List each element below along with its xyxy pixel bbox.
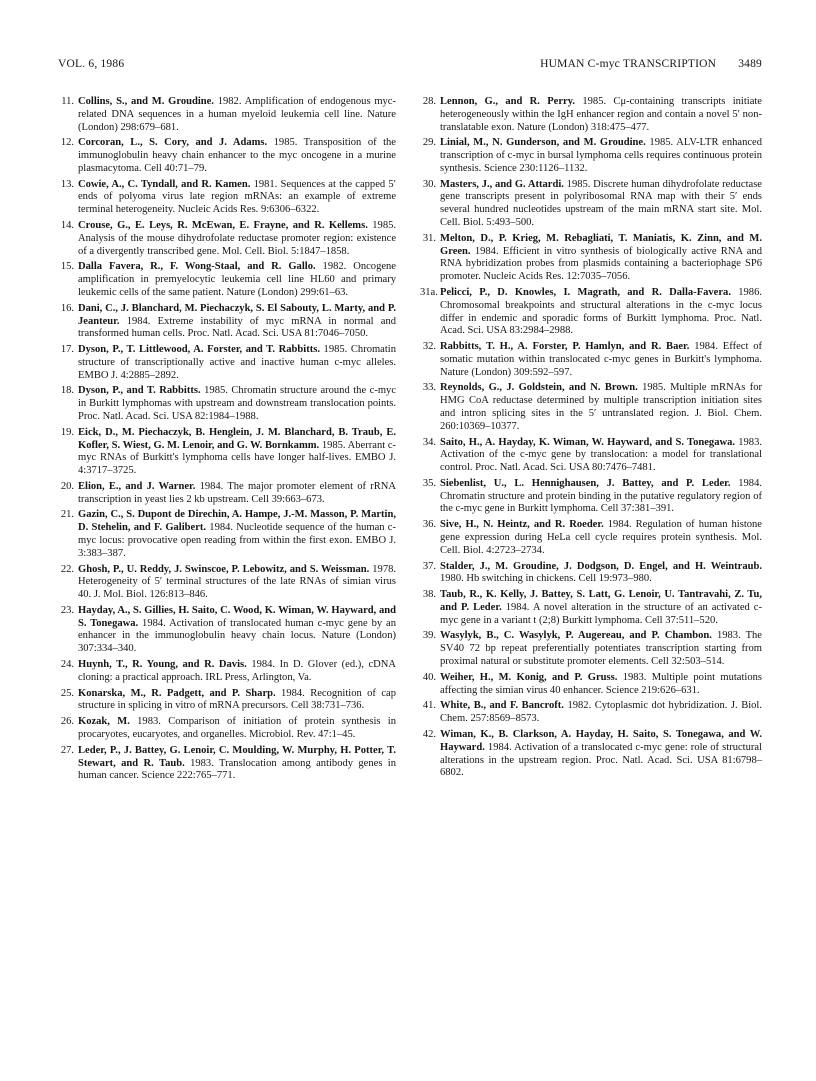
reference-entry xyxy=(58,716,396,742)
reference-number: 24. xyxy=(60,659,74,671)
reference-citation: 1985. Cμ-containing transcripts initiate heterogeneously within the IgH enhancer region and contain a novel 5′ non-translatable exon. Nature (London) 318:475–477. xyxy=(440,96,762,133)
reference-citation: 1984. Effect of somatic mutation within translocated c-myc genes in Burkitt's lymphoma. Nature (London) 309:592–597. xyxy=(440,341,762,378)
reference-entry xyxy=(58,179,396,217)
reference-authors: Stalder, J., M. Groudine, J. Dodgson, D. Engel, and H. Weintraub. xyxy=(440,560,762,572)
reference-citation: 1984. Efficient in vitro synthesis of biologically active RNA and RNA hybridization probes from plasmids containing a bacteriophage SP6 promoter. Nucleic Acids Res. 12:7035–7056. xyxy=(440,245,762,283)
reference-entry xyxy=(420,382,762,433)
reference-entry xyxy=(58,605,396,656)
reference-entry xyxy=(58,659,396,685)
reference-number: 38. xyxy=(422,589,436,601)
reference-authors: Corcoran, L., S. Cory, and J. Adams. xyxy=(78,137,268,149)
reference-citation: 1986. Chromosomal breakpoints and structural alterations in the c-myc locus differ in endemic and sporadic forms of Burkitt lymphoma. Proc. Natl. Acad. Sci. USA 83:2984–2988. xyxy=(440,286,762,337)
reference-citation: 1985. ALV-LTR enhanced transcription of c-myc in bursal lymphoma cells requires continuous protein synthesis. Science 230:1126–1132. xyxy=(440,137,762,174)
reference-number: 40. xyxy=(422,671,436,683)
reference-entry xyxy=(58,344,396,382)
reference-number: 33. xyxy=(422,382,436,394)
reference-entry xyxy=(420,561,762,587)
reference-authors: Saito, H., A. Hayday, K. Wiman, W. Hayward, and S. Tonegawa. xyxy=(440,436,735,448)
reference-authors: Dyson, P., and T. Rabbitts. xyxy=(78,385,201,397)
reference-number: 31. xyxy=(422,232,436,244)
reference-number: 13. xyxy=(60,178,74,190)
reference-authors: Masters, J., and G. Attardi. xyxy=(440,178,564,190)
reference-entry xyxy=(58,564,396,602)
journal-volume: VOL. 6, 1986 xyxy=(58,58,125,70)
reference-citation: 1983. Comparison of initiation of protein synthesis in procaryotes, eucaryotes, and organelles. Microbiol. Rev. 47:1–45. xyxy=(78,716,396,740)
reference-citation: 1984. In D. Glover (ed.), cDNA cloning: a practical approach. IRL Press, Arlington, Va. xyxy=(78,659,396,683)
reference-authors: Collins, S., and M. Groudine. xyxy=(78,96,214,107)
reference-citation: 1984. Activation of translocated human c-myc gene by an enhancer in the immunoglobulin heavy chain locus. Nature (London) 307:334–340. xyxy=(78,617,396,655)
reference-number: 34. xyxy=(422,436,436,448)
reference-number: 26. xyxy=(60,716,74,728)
reference-entry xyxy=(420,437,762,475)
reference-number: 12. xyxy=(60,137,74,149)
reference-citation: 1984. Recognition of cap structure in splicing in vitro of mRNA precursors. Cell 38:731–736. xyxy=(78,687,396,712)
reference-citation: 1981. Sequences at the capped 5′ ends of polyoma virus late region mRNAs: an example of extreme terminal heterogeneity. Nucleic Acids Res. 9:6306–6322. xyxy=(78,178,396,216)
reference-authors: Ghosh, P., U. Reddy, J. Swinscoe, P. Lebowitz, and S. Weissman. xyxy=(78,563,370,575)
reference-entry xyxy=(58,303,396,341)
reference-authors: Hayday, A., S. Gillies, H. Saito, C. Wood, K. Wiman, W. Hayward, and S. Tonegawa. xyxy=(78,604,396,629)
reference-citation: 1985. Multiple mRNAs for HMG CoA reductase determined by multiple transcription initiation sites and intron splicing sites in the 5′ untranslated region. J. Biol. Chem. 260:10369–10377. xyxy=(440,382,762,432)
page-header xyxy=(58,58,762,74)
reference-citation: 1985. Discrete human dihydrofolate reductase gene transcripts present in polyribosomal RNA map with their 5′ ends several hundred nucleotides upstream of the main mRNA start site. Mol. Cell. Biol. 5:493–500. xyxy=(440,178,762,229)
reference-number: 28. xyxy=(422,96,436,107)
reference-number: 32. xyxy=(422,341,436,353)
reference-citation: 1985. Chromatin structure of transcriptionally active and inactive human c-myc alleles. EMBO J. 4:2885–2892. xyxy=(78,344,396,381)
reference-citation: 1983. Translocation among antibody genes in human cancer. Science 222:765–771. xyxy=(78,757,397,782)
reference-authors: Konarska, M., R. Padgett, and P. Sharp. xyxy=(78,687,276,699)
reference-entry xyxy=(58,385,396,423)
reference-citation: 1984. A novel alteration in the structure of an activated c-myc gene in a variant t (2;8) Burkitt lymphoma. Cell 37:511–520. xyxy=(440,601,762,626)
reference-number: 29. xyxy=(422,137,436,149)
reference-number: 19. xyxy=(60,426,74,438)
reference-authors: Kozak, M. xyxy=(78,716,130,728)
reference-citation: 1980. Hb switching in chickens. Cell 19:973–980. xyxy=(440,573,652,585)
reference-entry xyxy=(58,220,396,258)
reference-authors: Weiher, H., M. Konig, and P. Gruss. xyxy=(440,671,618,683)
reference-citation: 1982. Oncogene amplification in premyelocytic leukemia cell line HL60 and primary leukemic cells of the same patient. Nature (London) 299:61–63. xyxy=(78,261,396,298)
reference-number: 18. xyxy=(60,385,74,397)
reference-entry xyxy=(58,137,396,175)
reference-citation: 1983. The SV40 72 bp repeat preferentially potentiates transcription starting from proximal natural or substitute promoter elements. Cell 32:503–514. xyxy=(440,630,762,668)
reference-citation: 1978. Heterogeneity of 5′ terminal structures of the late RNAs of simian virus 40. J. Mol. Biol. 126:813–846. xyxy=(78,563,397,601)
reference-authors: Gazin, C., S. Dupont de Direchin, A. Hampe, J.-M. Masson, P. Martin, D. Stehelin, and F. Galibert. xyxy=(78,509,396,534)
page-number: 3489 xyxy=(738,58,762,70)
reference-entry xyxy=(58,481,396,507)
reference-authors: Crouse, G., E. Leys, R. McEwan, E. Frayne, and R. Kellems. xyxy=(78,220,368,232)
reference-citation: 1982. Amplification of endogenous myc-related DNA sequences in a human myeloid leukemia cell line. Nature (London) 298:679–681. xyxy=(78,96,396,133)
reference-authors: Taub, R., K. Kelly, J. Battey, S. Latt, G. Lenoir, U. Tantravahi, Z. Tu, and P. Leder. xyxy=(440,589,762,613)
reference-number: 20. xyxy=(60,480,74,492)
reference-citation: 1984. Regulation of human histone gene expression during HeLa cell cycle requires protein synthesis. Mol. Cell. Biol. 4:2723–2734. xyxy=(440,519,762,556)
reference-entry xyxy=(420,137,762,175)
reference-citation: 1985. Chromatin structure around the c-myc in Burkitt lymphomas with upstream and downstream translocation points. Proc. Natl. Acad. Sci. USA 82:1984–1988. xyxy=(78,385,396,422)
reference-authors: Siebenlist, U., L. Hennighausen, J. Battey, and P. Leder. xyxy=(440,477,731,489)
reference-citation: 1984. Chromatin structure and protein binding in the putative regulatory region of the c-myc gene in Burkitt lymphoma. Cell 37:381–391. xyxy=(440,477,762,515)
reference-entry xyxy=(420,589,762,627)
reference-authors: Huynh, T., R. Young, and R. Davis. xyxy=(78,659,247,671)
reference-authors: Wasylyk, B., C. Wasylyk, P. Augereau, and P. Chambon. xyxy=(440,630,712,642)
reference-entry xyxy=(420,519,762,557)
reference-entry xyxy=(58,688,396,714)
reference-authors: Dani, C., J. Blanchard, M. Piechaczyk, S. El Sabouty, L. Marty, and P. Jeanteur. xyxy=(78,302,396,327)
reference-number: 15. xyxy=(60,261,74,273)
reference-authors: Cowie, A., C. Tyndall, and R. Kamen. xyxy=(78,178,251,190)
reference-number: 22. xyxy=(60,563,74,575)
reference-authors: Dalla Favera, R., F. Wong-Staal, and R. Gallo. xyxy=(78,261,316,273)
reference-entry xyxy=(58,96,396,134)
references-left-column xyxy=(58,96,396,786)
references-right-column xyxy=(420,96,762,783)
reference-entry xyxy=(58,509,396,560)
reference-authors: Dyson, P., T. Littlewood, A. Forster, and T. Rabbitts. xyxy=(78,344,320,356)
reference-entry xyxy=(420,287,762,338)
reference-entry xyxy=(58,427,396,478)
reference-authors: White, B., and F. Bancroft. xyxy=(440,700,564,712)
reference-entry xyxy=(420,729,762,780)
reference-citation: 1984. Activation of a translocated c-myc gene: role of structural alterations in the upstream region. Proc. Natl. Acad. Sci. USA 81:6798–6802. xyxy=(440,741,762,779)
reference-citation: 1985. Aberrant c-myc RNAs of Burkitt's lymphoma cells have longer half-lives. EMBO J. 4:3717–3725. xyxy=(78,439,397,477)
reference-entry xyxy=(420,672,762,698)
reference-number: 35. xyxy=(422,477,436,489)
reference-entry xyxy=(58,261,396,299)
reference-entry xyxy=(420,233,762,284)
reference-entry xyxy=(420,179,762,230)
reference-authors: Elion, E., and J. Warner. xyxy=(78,480,196,492)
reference-citation: 1985. Analysis of the mouse dihydrofolate reductase promoter region: existence of a divergently transcribed gene. Mol. Cell. Biol. 5:1847–1858. xyxy=(78,220,396,257)
reference-entry xyxy=(420,478,762,516)
running-title: HUMAN C-myc TRANSCRIPTION xyxy=(540,58,717,70)
reference-number: 11. xyxy=(61,96,74,107)
reference-number: 37. xyxy=(422,560,436,572)
reference-authors: Leder, P., J. Battey, G. Lenoir, C. Moulding, W. Murphy, H. Potter, T. Stewart, and R. Taub. xyxy=(78,744,396,769)
reference-number: 42. xyxy=(422,728,436,740)
running-header xyxy=(540,58,762,70)
reference-entry xyxy=(420,96,762,134)
reference-number: 30. xyxy=(422,178,436,190)
reference-number: 14. xyxy=(60,220,74,232)
reference-authors: Pelicci, P., D. Knowles, I. Magrath, and R. Dalla-Favera. xyxy=(440,286,731,298)
reference-authors: Wiman, K., B. Clarkson, A. Hayday, H. Saito, S. Tonegawa, and W. Hayward. xyxy=(440,728,762,753)
reference-citation: 1984. The major promoter element of rRNA transcription in yeast lies 2 kb upstream. Cell 39:663–673. xyxy=(78,480,396,505)
reference-citation: 1982. Cytoplasmic dot hybridization. J. Biol. Chem. 257:8569–8573. xyxy=(440,700,762,725)
reference-authors: Eick, D., M. Piechaczyk, B. Henglein, J. M. Blanchard, B. Traub, E. Kofler, S. Wiest, G. M. Lenoir, and G. W. Bornkamm. xyxy=(78,426,396,451)
reference-number: 17. xyxy=(60,344,74,356)
reference-entry xyxy=(58,745,396,783)
reference-citation: 1985. Transposition of the immunoglobulin heavy chain enhancer to the myc oncogene in a murine plasmacytoma. Cell 40:71–79. xyxy=(78,137,396,174)
reference-authors: Melton, D., P. Krieg, M. Rebagliati, T. Maniatis, K. Zinn, and M. Green. xyxy=(440,232,762,257)
reference-number: 39. xyxy=(422,630,436,642)
reference-authors: Lennon, G., and R. Perry. xyxy=(440,96,576,107)
reference-number: 25. xyxy=(60,687,74,699)
reference-number: 21. xyxy=(60,509,74,521)
reference-number: 16. xyxy=(60,302,74,314)
reference-authors: Linial, M., N. Gunderson, and M. Groudine. xyxy=(440,137,646,149)
reference-number: 27. xyxy=(60,744,74,756)
reference-number: 36. xyxy=(422,519,436,531)
reference-entry xyxy=(420,630,762,668)
reference-citation: 1984. Nucleotide sequence of the human c-myc locus: provocative open reading from within the first exon. EMBO J. 3:383–387. xyxy=(78,522,396,559)
reference-number: 23. xyxy=(60,604,74,616)
reference-number: 41. xyxy=(422,700,436,712)
reference-citation: 1983. Multiple point mutations affecting the simian virus 40 enhancer. Science 219:626–631. xyxy=(440,671,762,696)
reference-authors: Rabbitts, T. H., A. Forster, P. Hamlyn, and R. Baer. xyxy=(440,341,690,353)
reference-citation: 1983. Activation of the c-myc gene by translocation: a model for translational control. Proc. Natl. Acad. Sci. USA 80:7476–7481. xyxy=(440,436,762,474)
reference-entry xyxy=(420,700,762,726)
reference-entry xyxy=(420,341,762,379)
reference-citation: 1984. Extreme instability of myc mRNA in normal and transformed human cells. Proc. Natl. Acad. Sci. USA 81:7046–7050. xyxy=(78,315,396,340)
reference-number: 31a. xyxy=(420,286,438,298)
reference-authors: Sive, H., N. Heintz, and R. Roeder. xyxy=(440,519,604,531)
reference-authors: Reynolds, G., J. Goldstein, and N. Brown. xyxy=(440,382,638,394)
